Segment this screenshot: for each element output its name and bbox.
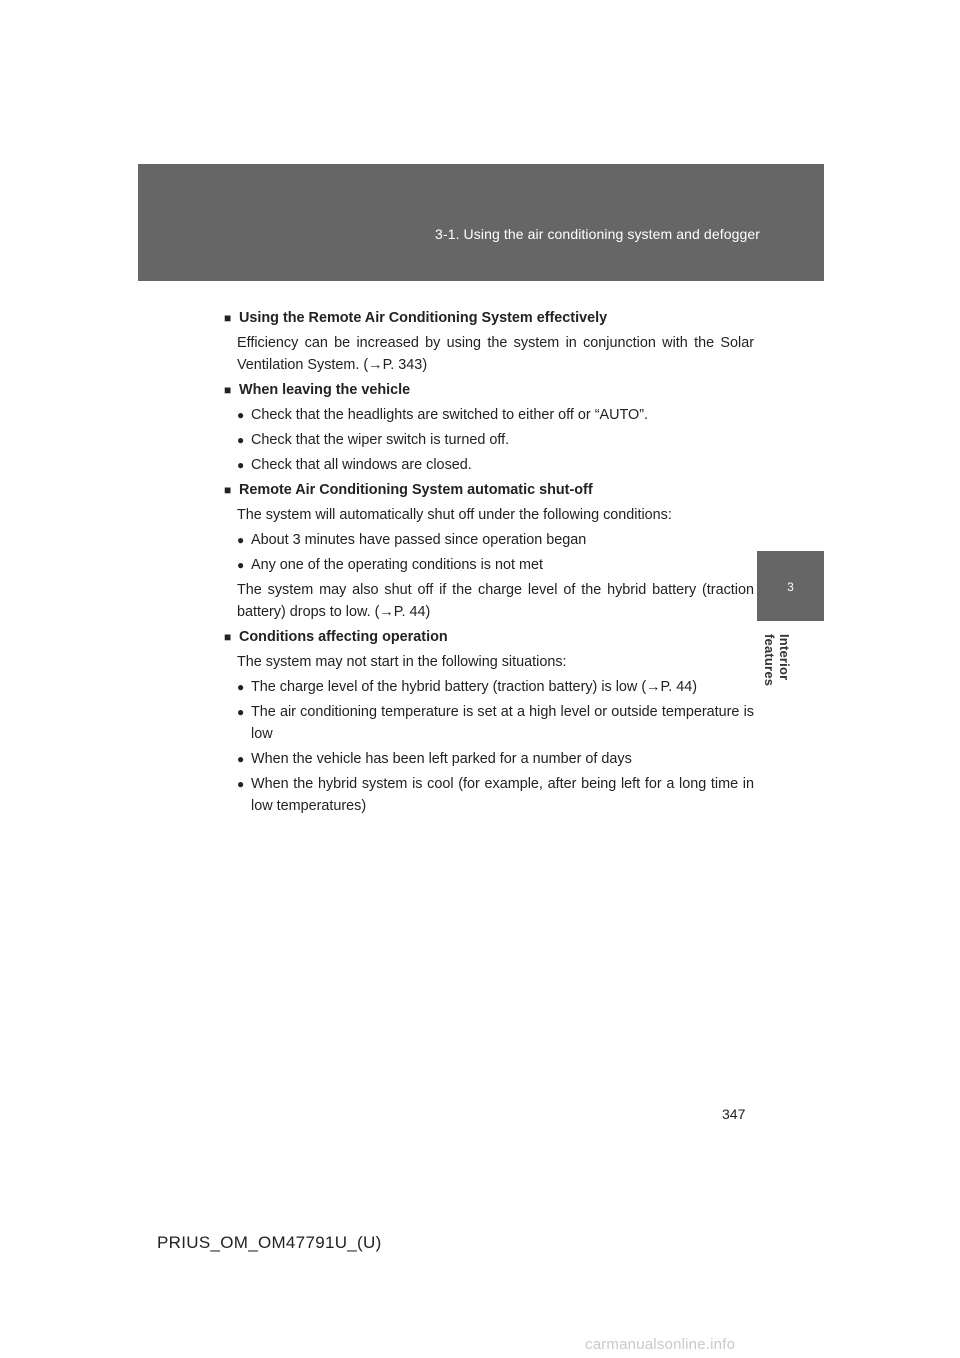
page-number: 347 xyxy=(722,1106,746,1122)
square-bullet-icon: ■ xyxy=(224,630,232,644)
chapter-tab xyxy=(757,551,824,621)
section-title: 3-1. Using the air conditioning system and defogger xyxy=(435,226,760,242)
list-item: ● When the hybrid system is cool (for example, after being left for a long time in low temperatures) xyxy=(224,773,754,817)
section-header-band xyxy=(138,164,824,281)
circle-bullet-icon: ● xyxy=(237,408,245,422)
section-heading: ■ Remote Air Conditioning System automatic shut-off xyxy=(224,479,754,501)
square-bullet-icon: ■ xyxy=(224,383,232,397)
circle-bullet-icon: ● xyxy=(237,558,245,572)
chapter-number: 3 xyxy=(787,580,794,594)
document-code: PRIUS_OM_OM47791U_(U) xyxy=(157,1233,382,1252)
list-item: ● Any one of the operating conditions is not met xyxy=(224,554,754,576)
circle-bullet-icon: ● xyxy=(237,458,245,472)
list-item: ● Check that the headlights are switched to either off or “AUTO”. xyxy=(224,404,754,426)
section-heading: ■ Conditions affecting operation xyxy=(224,626,754,648)
list-item: ● The air conditioning temperature is set at a high level or outside temperature is low xyxy=(224,701,754,745)
section-heading: ■ Using the Remote Air Conditioning System effectively xyxy=(224,307,754,329)
section-heading: ■ When leaving the vehicle xyxy=(224,379,754,401)
list-item: ● When the vehicle has been left parked for a number of days xyxy=(224,748,754,770)
section-intro: The system will automatically shut off under the following conditions: xyxy=(237,507,672,523)
circle-bullet-icon: ● xyxy=(237,533,245,547)
section-note: The system may also shut off if the charge level of the hybrid battery (traction battery) drops to low. (→P. 44) xyxy=(237,582,754,620)
list-item: ● About 3 minutes have passed since operation began xyxy=(224,529,754,551)
list-item: ● Check that all windows are closed. xyxy=(224,454,754,476)
circle-bullet-icon: ● xyxy=(237,752,245,766)
square-bullet-icon: ■ xyxy=(224,311,232,325)
watermark: carmanualsonline.info xyxy=(585,1336,736,1353)
list-item: ● The charge level of the hybrid battery (traction battery) is low (→P. 44) xyxy=(224,676,754,698)
circle-bullet-icon: ● xyxy=(237,705,245,719)
manual-content xyxy=(224,307,754,820)
circle-bullet-icon: ● xyxy=(237,777,245,791)
square-bullet-icon: ■ xyxy=(224,483,232,497)
section-paragraph: Efficiency can be increased by using the system in conjunction with the Solar Ventilation System. (→P. 343) xyxy=(237,335,754,373)
circle-bullet-icon: ● xyxy=(237,680,245,694)
circle-bullet-icon: ● xyxy=(237,433,245,447)
chapter-label: Interior features xyxy=(762,634,792,687)
section-intro: The system may not start in the following situations: xyxy=(237,654,567,670)
list-item: ● Check that the wiper switch is turned off. xyxy=(224,429,754,451)
